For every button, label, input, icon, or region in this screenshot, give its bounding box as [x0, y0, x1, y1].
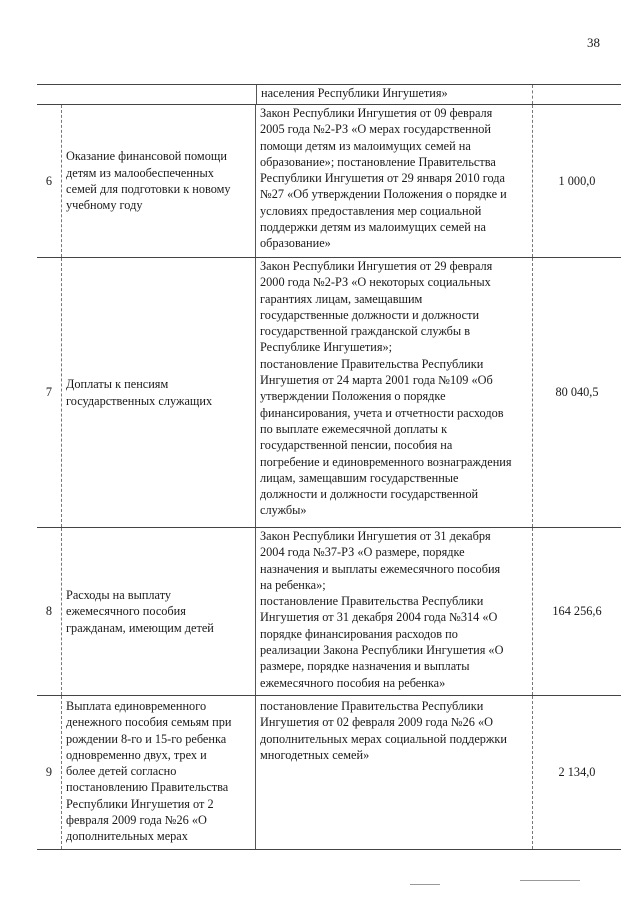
row-number: 6: [45, 173, 53, 188]
name-line: учебному году: [66, 198, 143, 213]
basis-line: назначения и выплаты ежемесячного пособия: [260, 561, 501, 576]
basis-line: постановление Правительства Республики: [260, 594, 484, 609]
basis-line: на ребенка»;: [260, 577, 326, 592]
row-number: 8: [45, 604, 53, 619]
name-line: постановлению Правительства: [66, 780, 229, 795]
amount-value: 164 256,6: [552, 604, 602, 619]
page-number: 38: [587, 35, 600, 50]
table-row-9: [37, 695, 621, 850]
row-number: 7: [45, 385, 53, 400]
basis-line: №27 «Об утверждении Положения о порядке и: [260, 187, 507, 202]
name-line: ежемесячного пособия: [66, 604, 186, 619]
legal-basis-cell: [256, 528, 533, 695]
basis-line: условиях предоставления мер социальной: [260, 203, 482, 218]
amount-value: 1 000,0: [558, 173, 596, 188]
scan-artifact: [410, 884, 440, 885]
basis-line: должности и должности государственной: [260, 487, 479, 502]
basis-line: 2005 года №2-РЗ «О мерах государственной: [260, 122, 491, 137]
table-row-8: [37, 527, 621, 695]
name-line: гражданам, имеющим детей: [66, 620, 214, 635]
basis-line: гарантиях лицам, замещавшим: [260, 291, 423, 306]
basis-line: утверждении Положения о порядке: [260, 389, 446, 404]
basis-line: Республики Ингушетия от 29 января 2010 года: [260, 171, 505, 186]
benefits-table: [37, 84, 621, 850]
expense-name-cell: [62, 696, 256, 849]
row-number-cell: [37, 696, 62, 849]
expense-name-cell: [62, 528, 256, 695]
basis-line: Закон Республики Ингушетия от 09 февраля: [260, 106, 493, 120]
basis-line: 2004 года №37-РЗ «О размере, порядке: [260, 545, 465, 560]
amount-value: 80 040,5: [555, 385, 599, 400]
basis-line: поддержки детям из малоимущих семей на: [260, 220, 486, 235]
basis-line: Ингушетия от 31 декабря 2004 года №314 «О: [260, 610, 498, 625]
name-line: государственных служащих: [66, 393, 213, 408]
basis-line: населения Республики Ингушетия»: [261, 86, 448, 100]
name-line: детям из малообеспеченных: [66, 165, 214, 180]
legal-basis-cell: [256, 696, 533, 849]
basis-line: погребение и единовременного вознаграждения: [260, 454, 512, 469]
name-line: денежного пособия семьям при: [66, 715, 232, 730]
name-line: дополнительных мерах: [66, 829, 188, 844]
name-line: Выплата единовременного: [66, 699, 207, 713]
name-line: одновременно двух, трех и: [66, 747, 207, 762]
basis-line: 2000 года №2-РЗ «О некоторых социальных: [260, 275, 491, 290]
basis-line: порядке финансирования расходов по: [260, 626, 458, 641]
legal-basis-cell: [256, 85, 533, 104]
basis-line: государственной пенсии, пособия на: [260, 438, 453, 453]
basis-line: образование»; постановление Правительства: [260, 154, 496, 169]
basis-line: государственной гражданской службы в: [260, 324, 471, 339]
legal-basis-cell: [256, 105, 533, 257]
basis-line: государственные должности и должности: [260, 307, 480, 322]
name-line: Расходы на выплату: [66, 588, 172, 603]
basis-line: постановление Правительства Республики: [260, 356, 484, 371]
basis-line: службы»: [260, 503, 307, 518]
basis-line: финансирования, учета и отчетности расходов: [260, 405, 504, 420]
name-line: рождении 8-го и 15-го ребенка: [66, 731, 227, 746]
basis-line: лицам, замещавшим государственные: [260, 470, 459, 485]
basis-line: реализации Закона Республики Ингушетия «О: [260, 643, 504, 658]
name-line: Оказание финансовой помощи: [66, 149, 227, 164]
table-row-7: [37, 257, 621, 527]
legal-basis-cell: [256, 258, 533, 527]
table-row-6: [37, 104, 621, 257]
name-line: Доплаты к пенсиям: [66, 377, 169, 392]
basis-line: ежемесячного пособия на ребенка»: [260, 675, 446, 690]
scan-artifact: [520, 880, 580, 881]
basis-line: Республике Ингушетия»;: [260, 340, 393, 355]
table-row-continuation: [37, 84, 621, 104]
amount-value: 2 134,0: [558, 765, 596, 780]
amount-cell: [533, 258, 621, 527]
basis-line: Ингушетия от 24 марта 2001 года №109 «Об: [260, 373, 493, 388]
expense-name-cell: [62, 258, 256, 527]
basis-line: помощи детям из малоимущих семей на: [260, 138, 471, 153]
basis-line: постановление Правительства Республики: [260, 699, 484, 713]
amount-cell: [533, 528, 621, 695]
basis-line: дополнительных мерах социальной поддержки: [260, 731, 507, 746]
row-number-cell: [37, 528, 62, 695]
name-line: семей для подготовки к новому: [66, 182, 231, 196]
name-line: февраля 2009 года №26 «О: [66, 813, 207, 828]
row-number: 9: [45, 765, 53, 780]
expense-name-cell: [62, 105, 256, 257]
amount-cell: [533, 105, 621, 257]
basis-line: Закон Республики Ингушетия от 31 декабря: [260, 529, 491, 543]
basis-line: Ингушетия от 02 февраля 2009 года №26 «О: [260, 715, 494, 730]
basis-line: образование»: [260, 236, 331, 251]
basis-line: размере, порядке назначения и выплаты: [260, 659, 470, 674]
row-number-cell: [37, 105, 62, 257]
basis-line: по выплате ежемесячной доплаты к: [260, 421, 448, 436]
basis-line: Закон Республики Ингушетия от 29 февраля: [260, 259, 493, 273]
basis-line: многодетных семей»: [260, 747, 370, 762]
name-line: более детей согласно: [66, 764, 177, 779]
row-number-cell: [37, 258, 62, 527]
name-line: Республики Ингушетия от 2: [66, 796, 214, 811]
amount-cell: [533, 696, 621, 849]
